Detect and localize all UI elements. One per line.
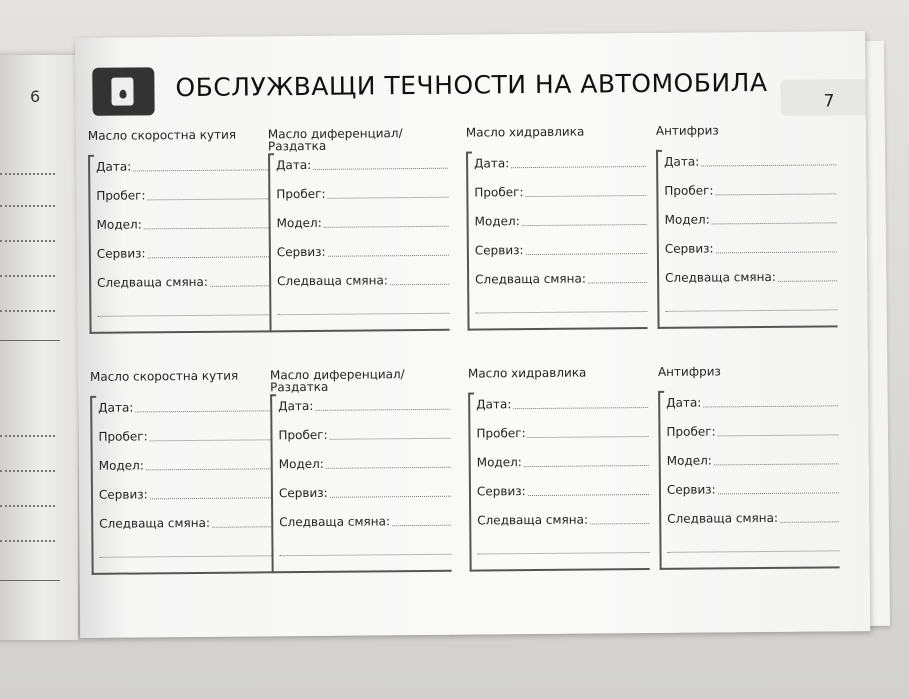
left-dotted-line <box>0 240 55 242</box>
field-label: Сервиз: <box>664 241 714 256</box>
field-label: Дата: <box>96 159 132 174</box>
card-title: Масло скоростна кутия <box>87 127 237 143</box>
field-label: Сервиз: <box>96 246 146 261</box>
field-label: Дата: <box>278 398 314 414</box>
field-label: Следваща смяна: <box>277 273 388 289</box>
form-row <box>277 244 449 274</box>
form-row <box>665 240 837 270</box>
form-row <box>97 274 269 304</box>
form-row <box>476 425 648 455</box>
left-divider <box>0 580 60 581</box>
field-label: Дата: <box>666 395 702 410</box>
left-page-number: 6 <box>30 87 41 106</box>
fill-in-line[interactable] <box>701 153 836 166</box>
fill-in-line[interactable] <box>133 158 268 171</box>
fill-in-line[interactable] <box>712 211 837 224</box>
fill-in-line[interactable] <box>147 187 268 200</box>
fill-in-line[interactable] <box>390 273 449 286</box>
fill-in-line[interactable] <box>588 271 647 284</box>
fluid-record-card <box>656 123 838 329</box>
form-row-blank <box>665 298 837 328</box>
card-title: Масло хидравлика <box>467 365 587 381</box>
form-row <box>664 153 836 183</box>
left-dotted-line <box>0 470 55 472</box>
field-label: Модел: <box>474 214 520 229</box>
form-row <box>477 512 649 542</box>
fill-in-line[interactable] <box>511 155 646 168</box>
fill-in-line[interactable] <box>135 399 270 412</box>
fill-in-line[interactable] <box>99 544 271 558</box>
card-title: Антифриз <box>657 364 721 379</box>
field-label: Следваща смяна: <box>477 512 589 528</box>
fill-in-line[interactable] <box>146 457 271 470</box>
field-label: Следваща смяна: <box>667 510 779 526</box>
fill-in-line[interactable] <box>715 240 836 253</box>
card-box <box>656 149 838 329</box>
form-row <box>278 427 450 457</box>
field-label: Дата: <box>98 400 134 415</box>
card-title: Масло диференциал/ Раздатка <box>269 367 405 395</box>
fill-in-line[interactable] <box>665 298 837 312</box>
form-row <box>667 510 839 540</box>
card-title: Антифриз <box>655 123 719 138</box>
form-row <box>99 457 271 487</box>
form-row <box>276 186 448 216</box>
fluid-record-card <box>88 128 270 334</box>
form-row-blank <box>667 539 839 569</box>
fill-in-line[interactable] <box>524 454 649 467</box>
fill-in-line[interactable] <box>477 541 649 555</box>
form-row-blank <box>279 543 451 573</box>
form-row <box>476 396 648 426</box>
fluid-record-card <box>658 364 840 570</box>
fill-in-line[interactable] <box>210 274 269 287</box>
field-label: Дата: <box>476 397 512 412</box>
left-dotted-line <box>0 435 55 437</box>
form-row <box>667 452 839 482</box>
field-label: Дата: <box>276 157 312 173</box>
card-box <box>270 394 452 574</box>
fill-in-line[interactable] <box>525 184 646 197</box>
field-label: Сервиз: <box>98 487 148 502</box>
fill-in-line[interactable] <box>315 398 450 411</box>
fill-in-line[interactable] <box>392 514 451 527</box>
field-label: Модел: <box>664 212 710 227</box>
fluid-canister-icon <box>92 67 154 116</box>
form-row <box>279 514 451 544</box>
fill-in-line[interactable] <box>328 244 449 257</box>
left-page <box>0 55 78 640</box>
form-row <box>97 245 269 275</box>
field-label: Сервиз: <box>276 244 326 260</box>
field-label: Модел: <box>666 453 712 468</box>
fill-in-line[interactable] <box>522 213 647 226</box>
card-box <box>88 154 270 334</box>
fluid-record-card <box>466 125 648 331</box>
left-divider <box>0 340 60 341</box>
field-label: Следваща смяна: <box>665 269 776 285</box>
field-label: Дата: <box>664 154 700 169</box>
form-row-blank <box>475 300 647 330</box>
field-label: Пробег: <box>98 429 148 444</box>
form-row <box>475 242 647 272</box>
fill-in-line[interactable] <box>330 485 451 498</box>
fill-in-line[interactable] <box>528 483 649 496</box>
fill-in-line[interactable] <box>667 539 839 553</box>
fill-in-line[interactable] <box>528 425 649 438</box>
field-label: Пробег: <box>476 426 526 441</box>
fluid-record-card <box>90 369 272 575</box>
field-label: Модел: <box>96 217 142 232</box>
fill-in-line[interactable] <box>718 481 839 494</box>
left-dotted-line <box>0 275 55 277</box>
form-row <box>665 211 837 241</box>
fill-in-line[interactable] <box>703 394 838 407</box>
left-dotted-line <box>0 540 55 542</box>
fill-in-line[interactable] <box>327 186 448 199</box>
form-row <box>666 394 838 424</box>
field-label: Дата: <box>474 156 510 171</box>
form-row <box>97 216 269 246</box>
form-row-blank <box>99 544 271 574</box>
fill-in-line[interactable] <box>330 427 451 440</box>
field-label: Сервиз: <box>474 243 524 258</box>
form-row <box>96 187 268 217</box>
card-title: Масло хидравлика <box>465 124 585 140</box>
fill-in-line[interactable] <box>590 512 649 525</box>
form-row-blank <box>277 302 449 332</box>
field-label: Следваща смяна: <box>475 271 586 287</box>
field-label: Модел: <box>278 456 324 472</box>
form-row <box>474 155 646 185</box>
field-label: Сервиз: <box>278 485 328 501</box>
form-row <box>276 157 448 187</box>
fill-in-line[interactable] <box>513 396 648 409</box>
fill-in-line[interactable] <box>714 452 839 465</box>
form-row <box>475 271 647 301</box>
fluid-record-card <box>270 368 452 574</box>
card-box <box>466 151 648 331</box>
fill-in-line[interactable] <box>148 245 269 258</box>
form-row <box>474 184 646 214</box>
form-row <box>99 486 271 516</box>
fill-in-line[interactable] <box>718 423 839 436</box>
card-title: Масло диференциал/ Раздатка <box>267 126 403 154</box>
fill-in-line[interactable] <box>212 515 271 528</box>
field-label: Пробег: <box>96 188 146 203</box>
form-row <box>477 483 649 513</box>
page-number: 7 <box>823 91 835 112</box>
fill-in-line[interactable] <box>97 303 269 317</box>
field-label: Следваща смяна: <box>99 515 211 531</box>
fill-in-line[interactable] <box>778 269 837 282</box>
field-label: Модел: <box>276 215 322 231</box>
form-row-blank <box>477 541 649 571</box>
left-dotted-line <box>0 505 55 507</box>
booklet-page <box>75 31 870 638</box>
fill-in-line[interactable] <box>313 157 448 170</box>
field-label: Сервиз: <box>476 484 526 499</box>
field-label: Сервиз: <box>666 482 716 497</box>
field-label: Пробег: <box>276 186 326 202</box>
card-box <box>658 390 840 570</box>
form-row <box>278 398 450 428</box>
card-box <box>468 392 650 572</box>
form-row <box>98 399 270 429</box>
form-row-blank <box>97 303 269 333</box>
left-dotted-line <box>0 173 55 175</box>
form-row <box>666 423 838 453</box>
field-label: Пробег: <box>474 185 524 200</box>
card-title: Масло скоростна кутия <box>89 368 239 384</box>
left-dotted-line <box>0 205 55 207</box>
field-label: Пробег: <box>666 424 716 439</box>
page-title: ОБСЛУЖВАЩИ ТЕЧНОСТИ НА АВТОМОБИЛА <box>175 67 768 103</box>
form-row <box>665 269 837 299</box>
fill-in-line[interactable] <box>715 182 836 195</box>
form-row <box>477 454 649 484</box>
card-box <box>90 395 272 575</box>
form-row <box>279 456 451 486</box>
fill-in-line[interactable] <box>324 215 449 228</box>
field-label: Следваща смяна: <box>97 274 208 290</box>
fill-in-line[interactable] <box>780 510 839 523</box>
field-label: Пробег: <box>278 427 328 443</box>
left-dotted-line <box>0 310 55 312</box>
form-row <box>99 515 271 545</box>
fill-in-line[interactable] <box>475 300 647 314</box>
form-row <box>667 481 839 511</box>
fill-in-line[interactable] <box>525 242 646 255</box>
form-row <box>277 273 449 303</box>
fill-in-line[interactable] <box>277 302 449 316</box>
card-box <box>268 153 450 333</box>
field-label: Следваща смяна: <box>279 514 391 530</box>
form-row <box>98 428 270 458</box>
form-row <box>664 182 836 212</box>
fluid-record-card <box>468 366 650 572</box>
form-row <box>277 215 449 245</box>
form-row <box>96 158 268 188</box>
field-label: Модел: <box>476 455 522 470</box>
form-row <box>279 485 451 515</box>
fill-in-line[interactable] <box>150 428 271 441</box>
field-label: Модел: <box>98 458 144 473</box>
fill-in-line[interactable] <box>279 543 451 557</box>
fill-in-line[interactable] <box>150 486 271 499</box>
fill-in-line[interactable] <box>144 216 269 229</box>
form-row <box>475 213 647 243</box>
fill-in-line[interactable] <box>326 456 451 469</box>
field-label: Пробег: <box>664 183 714 198</box>
fluid-record-card <box>268 127 450 333</box>
